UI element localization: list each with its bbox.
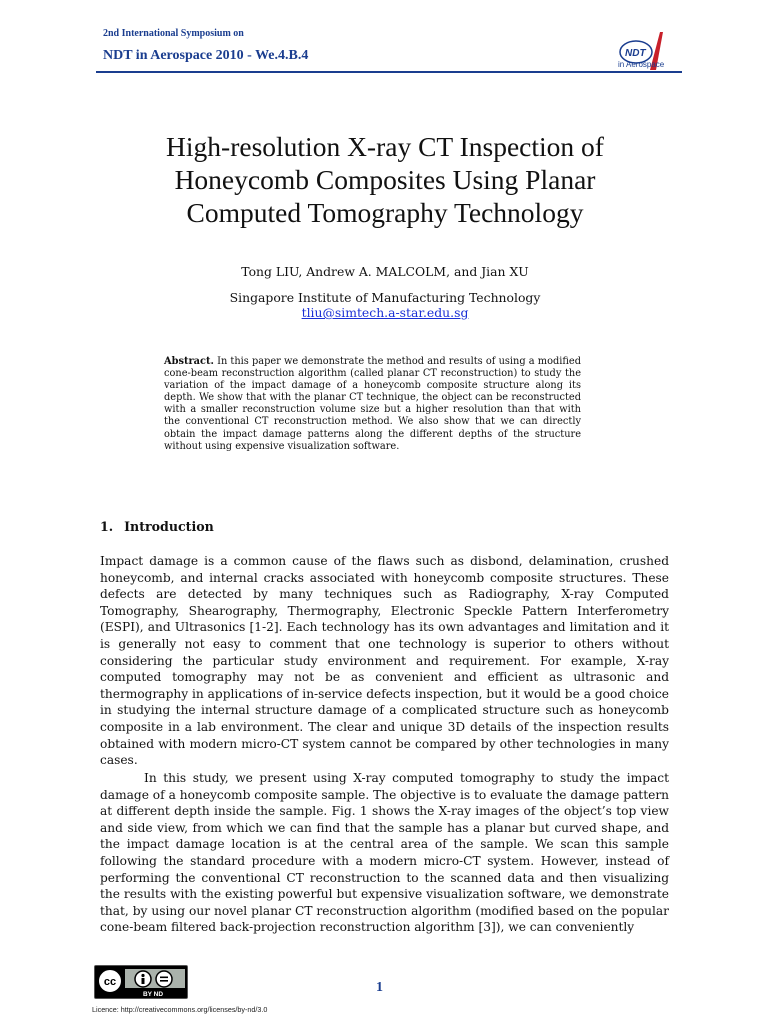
cc-text: cc: [103, 976, 117, 988]
title-line: High-resolution X-ray CT Inspection of: [166, 131, 604, 162]
header-rule: [96, 71, 682, 73]
author-list: Tong LIU, Andrew A. MALCOLM, and Jian XU: [241, 264, 529, 279]
license-url[interactable]: Licence: http://creativecommons.org/licenses/by-nd/3.0: [92, 1005, 268, 1014]
logo-mark-text: NDT: [625, 48, 646, 59]
ndt-aerospace-logo-icon: [606, 30, 676, 76]
title-line: Computed Tomography Technology: [186, 197, 584, 228]
body-paragraph: In this study, we present using X-ray computed tomography to study the impact damage of a honeycomb composite sample. The objective is to evaluate the damage pattern at different depth inside the sample. Fig. 1 shows the X-ray images of the object’s top view and side view, from which we can find that the sample has a planar but curved shape, and the impact damage location is at the central area of the sample. We scan this sample following the standard procedure with a modern micro-CT system. However, instead of performing the conventional CT reconstruction to the scanned data and then visualizing the results with the existing powerful but expensive visualization software, we demonstrate that, by using our novel planar CT reconstruction algorithm (modified based on the popular cone-beam filtered back-projection reconstruction algorithm [3]), we can conveniently: [100, 771, 669, 935]
affiliation: Singapore Institute of Manufacturing Technology: [229, 290, 541, 305]
section-title: Introduction: [124, 519, 214, 534]
page-number: 1: [376, 980, 383, 995]
symposium-label: 2nd International Symposium on: [103, 28, 244, 39]
conference-id: NDT in Aerospace 2010 - We.4.B.4: [103, 48, 309, 63]
author-email-link[interactable]: tliu@simtech.a-star.edu.sg: [301, 305, 469, 320]
abstract: [164, 356, 581, 453]
title-line: Honeycomb Composites Using Planar: [174, 164, 596, 195]
logo-caption: in Aerospace: [618, 60, 665, 69]
section-heading: [100, 519, 214, 534]
body-paragraph: Impact damage is a common cause of the flaws such as disbond, delamination, crushed honeycomb, and internal cracks associated with honeycomb composite structures. These defects are detected by many techniques such as Radiography, X-ray Computed Tomography, Shearography, Thermography, Electronic Speckle Pattern Interferometry (ESPI), and Ultrasonics [1-2]. Each technology has its own advantages and limitation and it is generally not easy to comment that one technology is superior to others without considering the particular study environment and requirement. For example, X-ray computed tomography may not be as convenient and efficient as ultrasonic and thermography in applications of in-service defects inspection, but it would be a good choice in studying the internal structure damage of a complicated structure such as honeycomb composite in a lab environment. The clear and unique 3D details of the inspection results obtained with modern micro-CT system cannot be compared by other technologies in many cases.: [100, 554, 669, 768]
nd-equals-icon: [156, 971, 172, 987]
abstract-label: Abstract.: [164, 356, 214, 367]
abstract-text: In this paper we demonstrate the method and results of using a modified cone-beam reconstruction algorithm (called planar CT reconstruction) to study the variation of the impact damage of a honeycomb composite structure along its depth. We show that with the planar CT technique, the object can be reconstructed with a smaller reconstruction volume size but a higher resolution than that with the conventional CT reconstruction method. We also show that we can directly obtain the impact damage patterns along the different depths of the structure without using expensive visualization software.: [164, 356, 581, 452]
section-number: 1.: [100, 519, 114, 534]
cc-license-badge[interactable]: [94, 965, 188, 999]
paper-title: [100, 130, 670, 229]
cc-badge-labels: BY ND: [142, 991, 164, 998]
